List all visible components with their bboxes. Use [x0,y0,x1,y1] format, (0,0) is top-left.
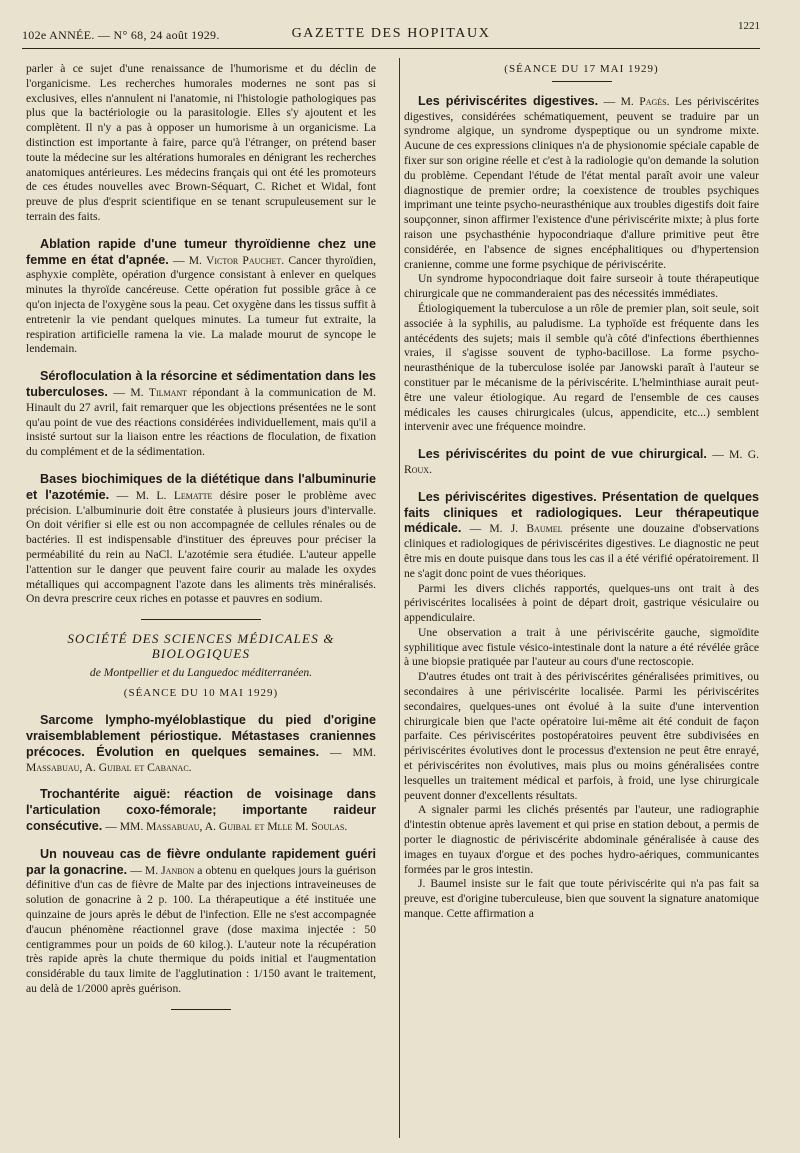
article-body: répondant à la communication de M. Hinault du 27 avril, fait remarquer que les objections présentées ne le sont qu'au point de vue des réactions considérées individuellement, mais qu'il a insisté surtout sur la liaison entre les réactions de floculation, de fixation du complément et de la sédimentation. [26,385,377,459]
article-heading: Les périviscérites digestives. Présentation de quelques faits cliniques et radiologiques. Leur thérapeutique médicale. [404,489,759,536]
left-column [26,62,376,1022]
society-title: SOCIÉTÉ DES SCIENCES MÉDICALES & BIOLOGIQUES [67,631,335,661]
article-heading: Les périviscérites du point de vue chirurgical. [418,447,707,462]
article-surgical [404,447,759,478]
article-trochanteritis [26,787,376,834]
article-author: — M. Victor Pauchet. [172,253,285,267]
article-author: — MM. Massabuau, A. Guibal et Cabanac. [26,745,376,774]
article-seroflocculation [26,369,376,460]
article-heading: Un nouveau cas de fièvre ondulante rapidement guéri par la gonacrine. [26,846,376,877]
article-author: — M. Pagès. [603,94,670,108]
header-rule [22,48,760,49]
article-body: Cancer thyroïdien, asphyxie complète, opération d'urgence consistant à enlever en quelques minutes la thyroïde cancéreuse. Cette opération fut possible grâce à ce qu'on injecta de l'oxygène sous la peau. Cet oxygène dans les tissus suffit à entretenir la vie pendant quelques minutes. La tumeur fut extraite, la respiration artificielle ramena la vie. La malade mourut de syncope le lendemain. [26,253,376,356]
session-date: (SÉANCE DU 10 MAI 1929) [123,687,279,700]
article-paragraph: Parmi les divers clichés rapportés, quelques-uns ont trait à des périviscérites localisées à point de départ droit, gastrique vésiculaire ou appendiculaire. [404,581,759,625]
article-paragraph: Une observation a trait à une périviscérite gauche, sigmoïdite syphilitique avec fistule vésico-intestinale dont la nature a été révélée grâce à une biopsie pratiquée par l'auteur au cours d'une rectoscopie. [404,625,759,669]
article-albuminuria [26,472,376,607]
society-subtitle: de Montpellier et du Languedoc méditerranéen. [89,665,313,679]
end-rule [171,1009,231,1010]
article-author: — M. Tilmant [113,385,188,399]
page-number: 1221 [738,20,760,32]
article-paragraph: A signaler parmi les clichés présentés par l'auteur, une radiographie d'intestin obtenue après lavement et qui prise en station debout, a permis de porter le diagnostic de périviscérite abdominale généralisée à cause des images en tuyaux d'orgue et des poches hydro-aériques, communicantes formées par le gros intestin. [404,803,759,876]
article-paragraph: Un syndrome hypocondriaque doit faire surseoir à toute thérapeutique chirurgicale que ne commanderaient pas des nécessités immédiates. [404,272,759,301]
article-heading: Sérofloculation à la résorcine et sédimentation dans les tuberculoses. [26,369,376,399]
right-column [404,62,759,922]
intro-paragraph [26,62,376,225]
article-author: — M. L. Lematte [116,488,213,502]
section-rule [141,619,261,620]
article-heading: Trochantérite aiguë: réaction de voisinage dans l'articulation coxo-fémorale; importante raideur consécutive. [26,787,376,834]
issue-line: 102e ANNÉE. — N° 68, 24 août 1929. [22,28,220,42]
article-body: Les périviscérites digestives, considérées schématiquement, peuvent se traduire par un syndrome algique, un syndrome dyspeptique ou un syndrome mixte. Aucune de ces expressions cliniques n'a de physionomie spéciale capable de fixer sur son origine réelle et c'est à la radiologie qu'on demande la solution du problème. Cependant l'étude de l'état mental paraît avoir une valeur diagnostique de premier ordre; la coexistence de troubles psychiques imprimant une teinte psycho-neurasthénique aux troubles digestifs doit faire soupçonner, sinon affirmer l'existence d'une périviscérite mixte; à plus forte raison une psychasthénie hypocondriaque d'allure primitive peut être considérée, en l'absence de signes encéphalitiques ou d'hypertension cranienne, comme une forme psychique de périviscérite. [404,94,759,271]
article-thyroid [26,237,376,357]
article-author: — M. Janbon [130,863,195,877]
article-author: — M. G. Roux. [404,448,759,476]
article-heading: Les périviscérites digestives. [418,93,599,108]
article-author: — M. J. Baumel [469,522,563,536]
intro-text: parler à ce sujet d'une renaissance de l'humorisme et du déclin de l'organicisme. Les recherches humorales modernes ne sont pas si exclusives, elles n'annulent ni l'anatomie, ni l'histologie pathologiques pas plus que la bactériologie ou la parasitologie. Elles s'y ajoutent et les complètent. Il n'y a pas à opposer un humorisme à un organicisme. La distinction est importante à faire, parce qu'à l'étranger, on prétend baser toute la médecine sur les altérations humorales en dénigrant les recherches anatomiques antérieures. Les médecins français qui ont été les promoteurs de ces études nouvelles avec Brown-Séquart, C. Richet et Widal, font preuve de plus d'esprit scientifique en se tenant scrupuleusement sur le terrain des faits. [26,62,376,223]
section-rule [552,81,612,82]
article-periviscerites [404,94,759,435]
article-undulant-fever [26,847,376,997]
article-heading: Ablation rapide d'une tumeur thyroïdienne chez une femme en état d'apnée. [26,236,376,267]
article-body: présente une douzaine d'observations cliniques et radiologiques de périviscérites digestives. Le diagnostic ne peut être mis en doute puisque dans tous les cas il a été vérifié opératoirement. Il ne s'agit donc point de vues théoriques. [404,522,759,580]
column-divider [399,58,400,1138]
article-body: désire poser le problème avec précision. L'albuminurie doit être constatée à plusieurs jours d'intervalle. On doit vérifier si elle est ou non accompagnée de cellules rénales ou de bactéries. Il est indispensable d'instituer des épreuves pour préciser la perméabilité du rein au NaCl. L'azotémie sera étudiée. L'auteur appelle l'attention sur le danger que peuvent faire courir au malade les oxydes métalliques qui accompagnent l'azote dans les aliments très minéralisés. On devra prescrire ceux riches en potasse et pauvres en sodium. [26,488,376,606]
article-body: a obtenu en quelques jours la guérison définitive d'un cas de fièvre de Malte par des injections intraveineuses de solution de gonacrine à 2 p. 100. La thérapeutique a été instituée une quinzaine de jours après le début de l'infection. Elle ne s'est accompagnée d'aucun phénomène réactionnel grave (dose maxima injectée : 50 centigrammes pour un poids de 60 kilog.). L'auteur note la récupération très rapide après la chute thermique du poids initial et l'augmentation considérable du taux limite de l'agglutination : 1/150 avant le traitement, au delà de 1/2000 après guérison. [26,863,377,996]
article-paragraph: D'autres études ont trait à des périviscérites généralisées primitives, ou secondaires à une périviscérite localisée. Parmi les périviscérites secondaires, quelques-unes ont évolué à la suite d'une intervention chirurgicale bien que l'acte opératoire lui-même ait été conduit de façon parfaite. Ces périviscérites postopératoires peuvent être subdivisées en périviscérites évolutives dont le processus d'extension ne peut être enrayé, et périviscérites non évolutives, mais plus ou moins généralisées contre lesquelles un traitement médical et parfois, à froid, une lyse chirurgicale peuvent donner d'excellents résultats. [404,670,759,802]
article-heading: Sarcome lympho-myéloblastique du pied d'origine vraisemblablement périostique. Métastases craniennes précoces. Évolution en quelques semaines. [26,713,376,759]
article-author: — MM. Massabuau, A. Guibal et Mlle M. Soulas. [105,820,348,834]
masthead-title: GAZETTE DES HOPITAUX [291,26,491,41]
session-date: (SÉANCE DU 17 MAI 1929) [504,63,659,75]
article-paragraph: J. Baumel insiste sur le fait que toute périviscérite qui n'a pas fait sa preuve, est d'origine tuberculeuse, bien que souvent la signature anatomique manque. Cette affirmation a [404,877,759,921]
article-sarcoma [26,713,376,775]
article-heading: Bases biochimiques de la diététique dans l'albuminurie et l'azotémie. [26,471,376,502]
page-header [22,20,760,46]
article-paragraph: Étiologiquement la tuberculose a un rôle de premier plan, soit seule, soit associée à la syphilis, au paludisme. La typhoïde est fréquente dans les antécédents des sujets; mais il semble qu'à côté d'infections éberthiennes vraies, il s'agisse souvent de typho-bacillose. La forme psycho-neurasthénique de la tuberculose isolée par Janowski paraît à l'auteur se constituer par le mécanisme de la périviscérite. L'helminthiase aurait peut-être une valeur étiologique. Au regard de l'ensemble de ces causes médicales les causes chirurgicales (ulcus, appendicite, etc...) semblent intervenir avec une fréquence moindre. [404,301,759,434]
article-clinical-facts [404,490,759,922]
